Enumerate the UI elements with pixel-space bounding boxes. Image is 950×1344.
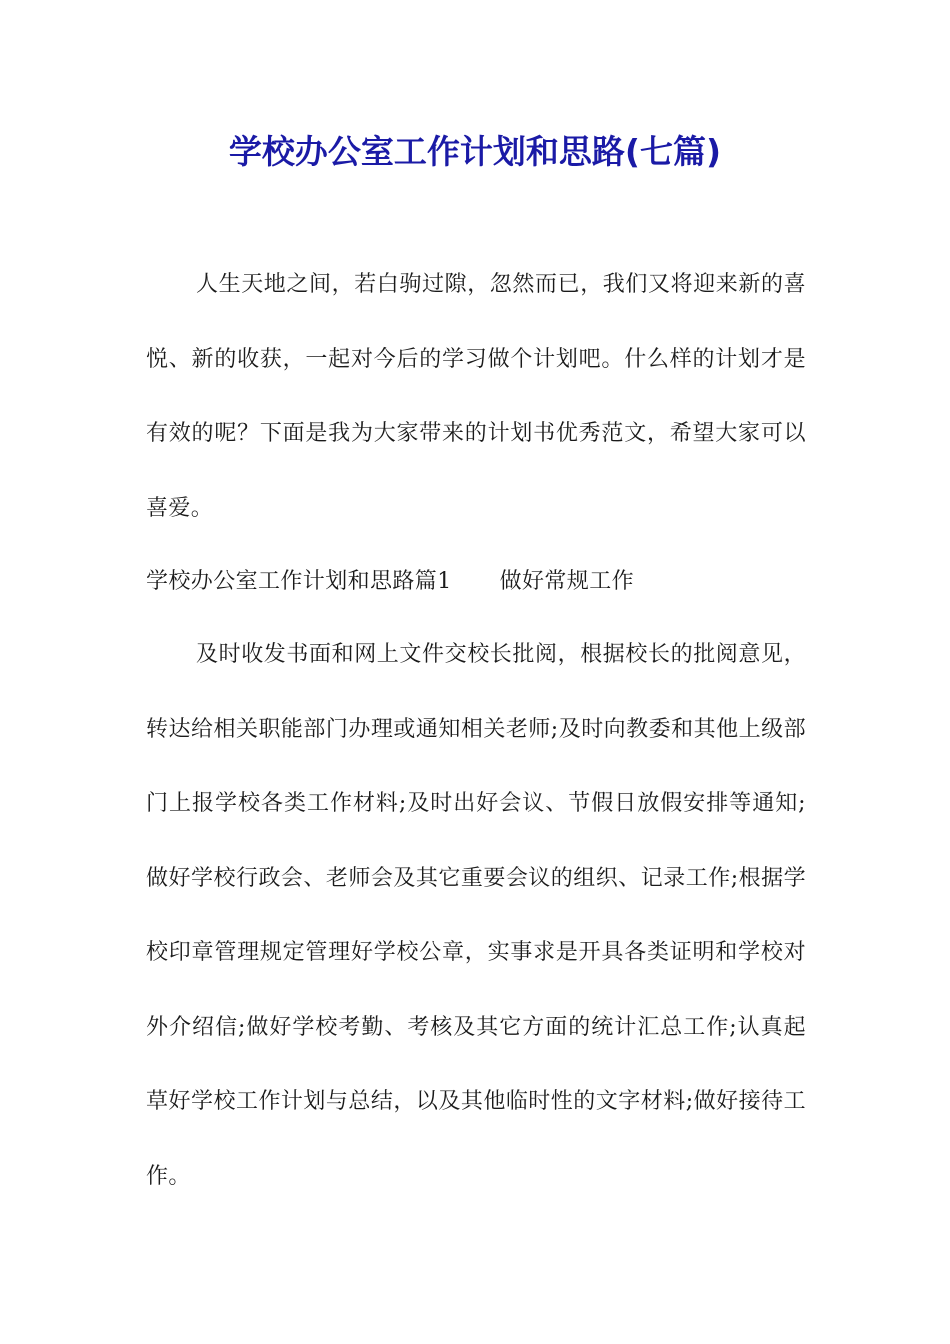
section-body-paragraph: 及时收发书面和网上文件交校长批阅，根据校长的批阅意见，转达给相关职能部门办理或通知相关老师;及时向教委和其他上级部门上报学校各类工作材料;及时出好会议、节假日放假安排等通知;做好学校行政会、老师会及其它重要会议的组织、记录工作;根据学校印章管理规定管理好学校公章，实事求是开具各类证明和学校对外介绍信;做好学校考勤、考核及其它方面的统计汇总工作;认真起草好学校工作计划与总结，以及其他临时性的文字材料;做好接待工作。 <box>146 642 806 1189</box>
intro-paragraph: 人生天地之间，若白驹过隙，忽然而已，我们又将迎来新的喜悦、新的收获，一起对今后的学习做个计划吧。什么样的计划才是有效的呢？下面是我为大家带来的计划书优秀范文，希望大家可以喜爱。 <box>146 272 806 521</box>
document-title: 学校办公室工作计划和思路(七篇) <box>228 132 722 171</box>
section-subtitle: 做好常规工作 <box>499 569 635 594</box>
section-heading <box>146 562 806 602</box>
section-title: 学校办公室工作计划和思路篇1 <box>146 569 452 594</box>
